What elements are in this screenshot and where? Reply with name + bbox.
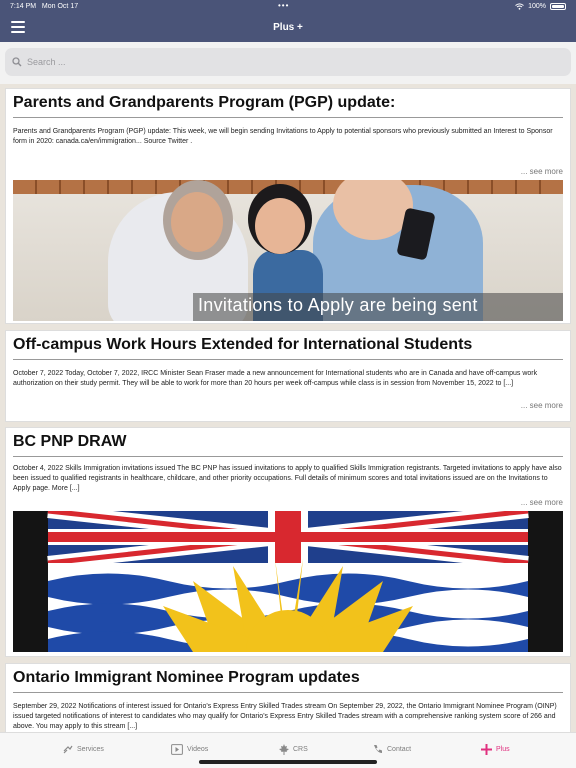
tab-label: Services	[77, 745, 104, 753]
tab-services[interactable]	[63, 742, 104, 756]
post-card[interactable]	[5, 330, 571, 422]
status-time: 7:14 PM Mon Oct 17	[10, 3, 79, 10]
post-excerpt: September 29, 2022 Notifications of interest issued for Ontario's Express Entry Skilled Trades stream On September 29, 2022, the Ontario Immigrant Nominee Program (OINP) issued targeted notifications of interest to candidates who may qualify for Ontario's Express Entry Skilled Trades stream with a comprehensive ranking system score of 266 and above. You may apply to this stream [...]	[13, 703, 557, 730]
post-image[interactable]	[13, 511, 563, 652]
tab-label: Videos	[187, 745, 209, 753]
image-caption: Invitations to Apply are being sent	[198, 295, 478, 315]
post-card[interactable]	[5, 663, 571, 732]
multitasking-dots-icon[interactable]: •••	[278, 1, 290, 10]
title-divider	[13, 359, 563, 360]
post-image[interactable]	[13, 180, 563, 321]
nav-bar	[0, 14, 576, 42]
video-icon	[171, 744, 183, 755]
battery-percent: 100%	[528, 3, 546, 10]
see-more-link[interactable]: ... see more	[520, 498, 563, 507]
bc-flag-image	[13, 511, 563, 652]
post-excerpt: October 4, 2022 Skills Immigration invitations issued The BC PNP has issued invitations to apply to qualified Skills Immigration registrants. Targeted invitations to apply have also been issued to qualified registrants in healthcare, childcare, and other priority occupations. Full details of minimum scores and total invitations issued are on the Invitations to Apply page. More [...]	[13, 465, 562, 492]
post-excerpt: October 7, 2022 Today, October 7, 2022, IRCC Minister Sean Fraser made a new announcement for International students who are in Canada and have off-campus work authorization on their study permit. They will be able to work for more than 20 hours per week off-campus while class is in session from November 15, 2022 to [...]	[13, 370, 538, 387]
post-title[interactable]: Ontario Immigrant Nominee Program updates	[13, 669, 360, 686]
search-bar	[0, 42, 576, 84]
tab-videos[interactable]	[171, 742, 208, 756]
post-card[interactable]	[5, 88, 571, 324]
maple-leaf-icon	[279, 744, 289, 755]
page-title: Plus +	[273, 22, 303, 33]
tab-crs[interactable]	[279, 742, 308, 756]
tab-plus[interactable]	[481, 742, 510, 756]
post-excerpt: Parents and Grandparents Program (PGP) update: This week, we will begin sending Invitations to Apply to potential sponsors who previously submitted an Interest to Sponsor form in 2020: canada.ca/en/immigration... Source Twitter .	[13, 128, 553, 145]
tab-label: Contact	[387, 745, 412, 753]
battery-icon	[550, 3, 566, 10]
home-indicator[interactable]	[199, 760, 377, 764]
tab-label: Plus	[496, 745, 510, 753]
wifi-icon	[515, 3, 524, 10]
tab-label: CRS	[293, 745, 308, 753]
news-feed[interactable]	[0, 86, 576, 732]
see-more-link[interactable]: ... see more	[520, 401, 563, 410]
search-box[interactable]	[5, 48, 571, 76]
phone-icon	[373, 744, 383, 754]
post-title[interactable]: Parents and Grandparents Program (PGP) update:	[13, 94, 396, 111]
title-divider	[13, 692, 563, 693]
plus-icon	[481, 744, 492, 755]
title-divider	[13, 117, 563, 118]
search-input[interactable]	[27, 53, 557, 71]
post-title[interactable]: BC PNP DRAW	[13, 433, 127, 450]
status-right	[515, 3, 566, 10]
post-title[interactable]: Off-campus Work Hours Extended for International Students	[13, 336, 473, 353]
post-card[interactable]	[5, 427, 571, 657]
title-divider	[13, 456, 563, 457]
tab-contact[interactable]	[373, 742, 411, 756]
status-bar	[0, 0, 576, 14]
services-icon	[63, 744, 73, 754]
see-more-link[interactable]: ... see more	[520, 167, 563, 176]
search-icon	[12, 57, 22, 67]
